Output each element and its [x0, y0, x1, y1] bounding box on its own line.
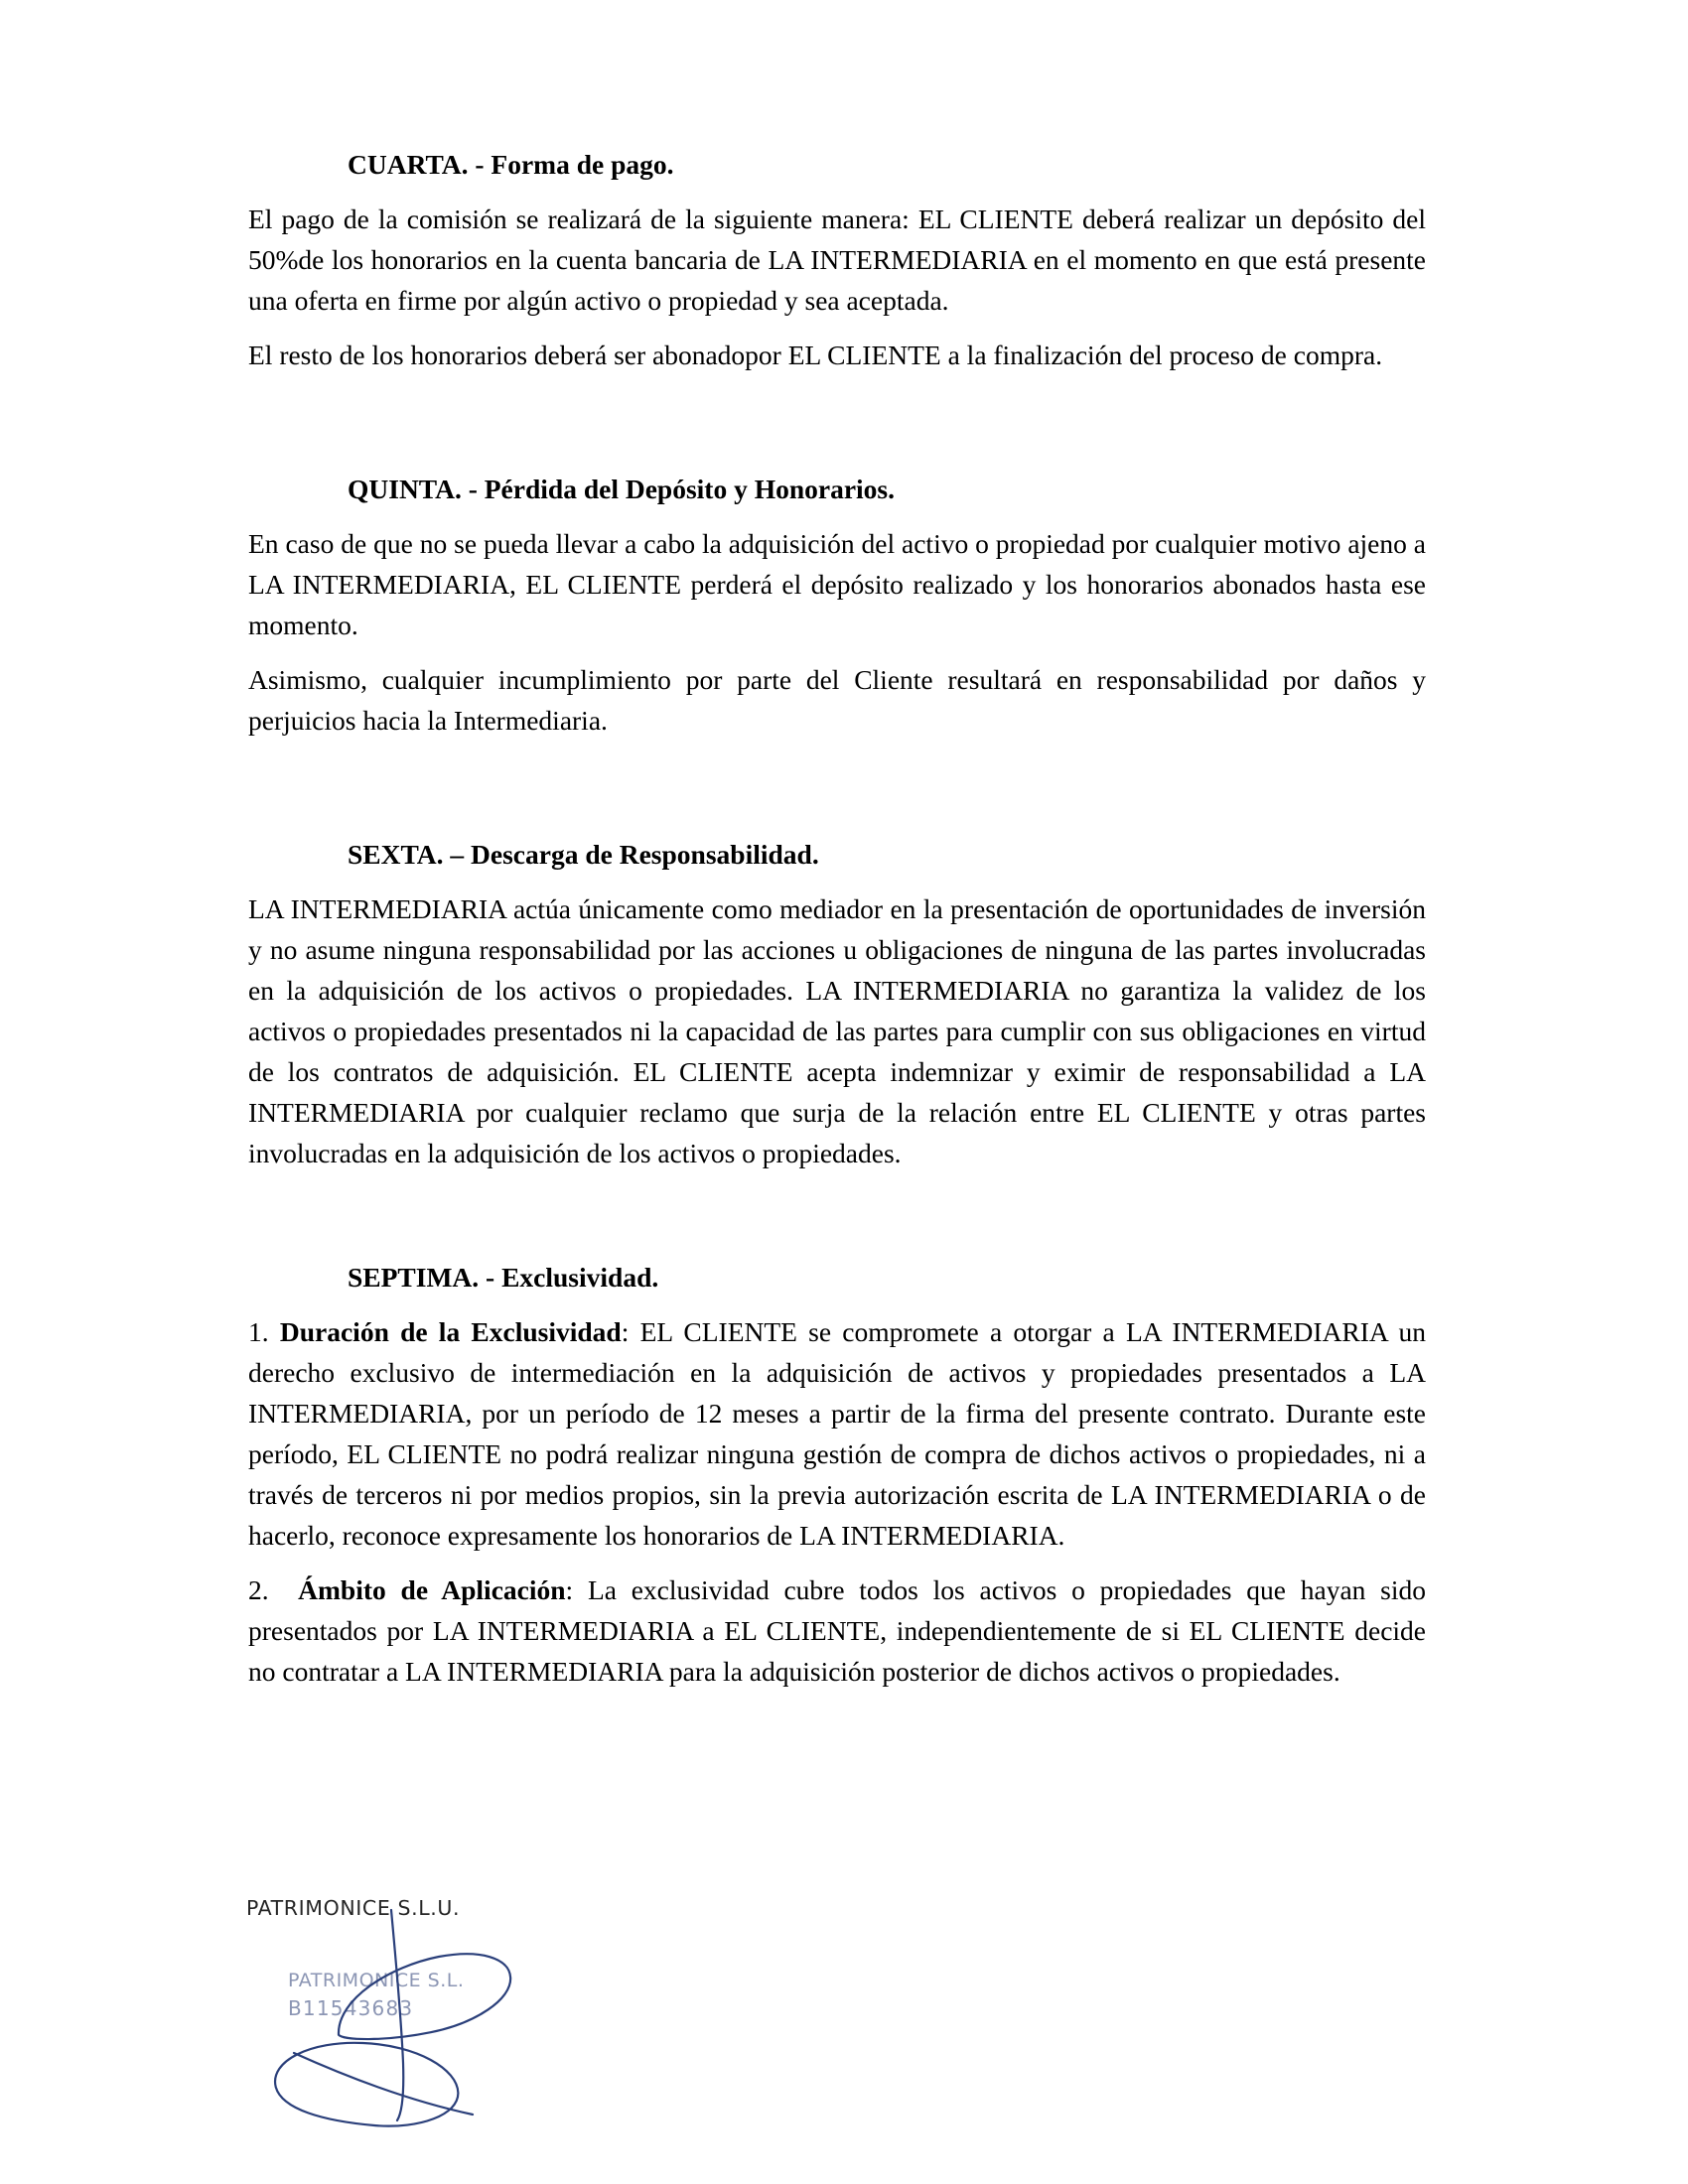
clause-body-2: : La exclusividad cubre todos los activos o propiedades que hayan sido presentados por LA INTERMEDIARIA a EL CLIENTE, independientemente de si EL CLIENTE decide no contratar a LA INTERMEDIARIA para la adquisición posterior de dichos activos o propiedades. — [248, 1574, 1426, 1687]
handwritten-signature-icon — [246, 1904, 643, 2152]
paragraph-cuarta-1: El pago de la comisión se realizará de la siguiente manera: EL CLIENTE deberá realizar un depósito del 50%de los honorarios en la cuenta bancaria de LA INTERMEDIARIA en el momento en que está presente una oferta en firme por algún activo o propiedad y sea aceptada. — [248, 204, 1426, 317]
paragraph-sexta-1: LA INTERMEDIARIA actúa únicamente como mediador en la presentación de oportunidades de inversión y no asume ninguna responsabilidad por las acciones u obligaciones de ninguna de las partes involucradas en la adquisición de los activos o propiedades. LA INTERMEDIARIA no garantiza la validez de los activos o propiedades presentados ni la capacidad de las partes para cumplir con sus obligaciones en virtud de los contratos de adquisición. EL CLIENTE acepta indemnizar y eximir de responsabilidad a LA INTERMEDIARIA por cualquier reclamo que surja de la relación entre EL CLIENTE y otras partes involucradas en la adquisición de los activos o propiedades. — [248, 893, 1426, 1169]
document-body — [248, 0, 1426, 1693]
stamp-company-name: PATRIMONICE S.L. — [288, 1970, 465, 1991]
paragraph-quinta-1: En caso de que no se pueda llevar a cabo la adquisición del activo o propiedad por cualquier motivo ajeno a LA INTERMEDIARIA, EL CLIENTE perderá el depósito realizado y los honorarios abonados hasta ese momento. — [248, 528, 1426, 641]
company-stamp — [288, 1968, 464, 2022]
clause-body-1: : EL CLIENTE se compromete a otorgar a LA INTERMEDIARIA un derecho exclusivo de intermediación en la adquisición de activos y propiedades presentados a LA INTERMEDIARIA, por un período de 12 meses a partir de la firma del presente contrato. Durante este período, EL CLIENTE no podrá realizar ninguna gestión de compra de dichos activos o propiedades, ni a través de terceros ni por medios propios, sin la previa autorización escrita de LA INTERMEDIARIA o de hacerlo, reconoce expresamente los honorarios de LA INTERMEDIARIA. — [248, 1316, 1427, 1552]
signature-company-label: PATRIMONICE S.L.U. — [246, 1896, 461, 1920]
clause-title-1: Duración de la Exclusividad — [279, 1316, 622, 1348]
section-heading-septima: SEPTIMA. - Exclusividad. — [348, 1262, 659, 1294]
section-heading-quinta: QUINTA. - Pérdida del Depósito y Honorarios. — [348, 474, 896, 505]
clause-septima-1 — [248, 1312, 1426, 1557]
clause-septima-2 — [248, 1570, 1426, 1693]
paragraph-quinta-2: Asimismo, cualquier incumplimiento por parte del Cliente resultará en responsabilidad por daños y perjuicios hacia la Intermediaria. — [248, 664, 1426, 737]
section-heading-sexta: SEXTA. – Descarga de Responsabilidad. — [348, 839, 819, 871]
clause-title-2: Ámbito de Aplicación — [298, 1574, 566, 1606]
stamp-tax-id: B11543683 — [288, 1995, 414, 2020]
signature-block — [246, 1896, 713, 2154]
clause-number-2: 2. — [248, 1574, 269, 1606]
clause-number-1: 1. — [248, 1316, 269, 1348]
section-heading-cuarta: CUARTA. - Forma de pago. — [348, 149, 674, 180]
paragraph-cuarta-2: El resto de los honorarios deberá ser abonadopor EL CLIENTE a la finalización del proceso de compra. — [248, 340, 1383, 371]
